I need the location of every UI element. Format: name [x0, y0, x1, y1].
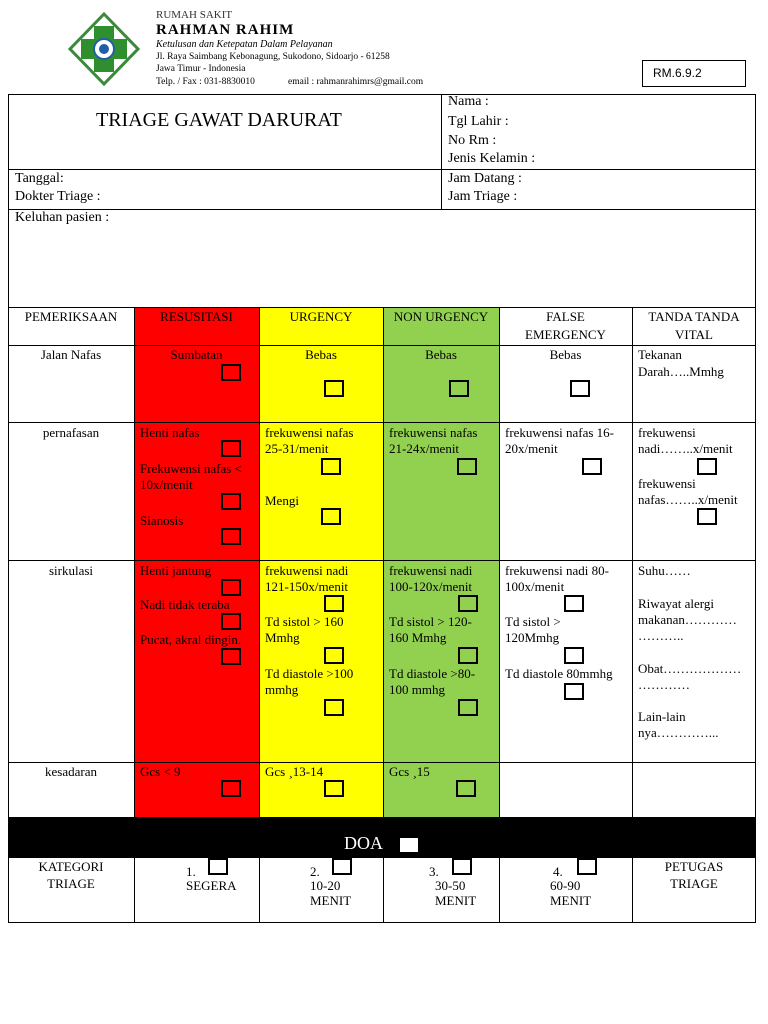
jenis-kelamin-field[interactable]: Jenis Kelamin :	[448, 151, 536, 166]
checkbox[interactable]	[457, 458, 477, 475]
header-false-emergency-2: EMERGENCY	[525, 327, 606, 342]
sirkulasi-urgency-3b: mmhg	[265, 682, 299, 697]
sirkulasi-non-urgency-2a: Td sistol > 120-	[389, 614, 472, 629]
sirkulasi-false-2b: 120Mmhg	[505, 630, 560, 645]
pernafasan-resusitasi-2b: 10x/menit	[140, 477, 193, 492]
sirkulasi-vital-lain-b: nya…………...	[638, 725, 719, 740]
hospital-tagline: Ketulusan dan Ketepatan Dalam Pelayanan	[156, 39, 333, 50]
checkbox[interactable]	[564, 683, 584, 700]
checkbox[interactable]	[221, 780, 241, 797]
kategori-2-number: 2.	[310, 864, 320, 879]
sirkulasi-urgency-2a: Td sistol > 160	[265, 614, 344, 629]
jalan-nafas-resusitasi: Sumbatan	[170, 347, 223, 362]
pernafasan-non-urgency-1b: 21-24x/menit	[389, 441, 460, 456]
sirkulasi-non-urgency-2b: 160 Mmhg	[389, 630, 447, 645]
sirkulasi-non-urgency-3b: 100 mmhg	[389, 682, 445, 697]
pernafasan-urgency-1a: frekuwensi nafas	[265, 425, 354, 440]
checkbox[interactable]	[452, 858, 472, 875]
pernafasan-urgency-1b: 25-31/menit	[265, 441, 329, 456]
pernafasan-vital-1b: nadi……..x/menit	[638, 441, 733, 456]
checkbox[interactable]	[564, 595, 584, 612]
sirkulasi-false-1b: 100x/menit	[505, 579, 565, 594]
checkbox[interactable]	[221, 648, 241, 665]
hospital-small-label: RUMAH SAKIT	[156, 9, 233, 21]
pernafasan-urgency-2: Mengi	[265, 493, 299, 508]
checkbox[interactable]	[324, 780, 344, 797]
kategori-4-number: 4.	[553, 864, 563, 879]
pernafasan-resusitasi-1: Henti nafas	[140, 425, 200, 440]
header-urgency: URGENCY	[289, 309, 353, 324]
sirkulasi-vital-obat-a: Obat………………	[638, 661, 742, 676]
jalan-nafas-non-urgency: Bebas	[425, 347, 457, 362]
sirkulasi-vital-lain-a: Lain-lain	[638, 709, 686, 724]
no-rm-field[interactable]: No Rm :	[448, 133, 497, 148]
checkbox[interactable]	[321, 508, 341, 525]
keluhan-field[interactable]: Keluhan pasien :	[15, 210, 110, 225]
jam-triage-field[interactable]: Jam Triage :	[448, 189, 518, 204]
checkbox[interactable]	[456, 780, 476, 797]
sirkulasi-resusitasi-2: Nadi tidak teraba	[140, 597, 230, 612]
sirkulasi-vital-obat-b: …………	[638, 677, 690, 692]
kategori-label-1: KATEGORI	[38, 859, 104, 874]
checkbox[interactable]	[582, 458, 602, 475]
pernafasan-resusitasi-3: Sianosis	[140, 513, 184, 528]
checkbox[interactable]	[458, 647, 478, 664]
sirkulasi-urgency-3a: Td diastole >100	[265, 666, 354, 681]
pernafasan-false-1a: frekuwensi nafas 16-	[505, 425, 615, 440]
row-label-pernafasan: pernafasan	[42, 425, 100, 440]
hospital-logo	[68, 12, 140, 86]
header-resusitasi: RESUSITASI	[160, 309, 233, 324]
tgl-lahir-field[interactable]: Tgl Lahir :	[448, 114, 509, 129]
checkbox[interactable]	[208, 858, 228, 875]
pernafasan-non-urgency-1a: frekuwensi nafas	[389, 425, 478, 440]
kategori-3-number: 3.	[429, 864, 439, 879]
checkbox[interactable]	[324, 647, 344, 664]
kategori-label-2: TRIAGE	[47, 876, 95, 891]
header-vital-1: TANDA TANDA	[648, 309, 740, 324]
sirkulasi-vital-alergi-c: ………..	[638, 628, 684, 643]
form-title: TRIAGE GAWAT DARURAT	[96, 109, 342, 131]
nama-field[interactable]: Nama :	[448, 94, 489, 109]
sirkulasi-urgency-1a: frekuwensi nadi	[265, 563, 349, 578]
checkbox[interactable]	[321, 458, 341, 475]
sirkulasi-false-3: Td diastole 80mmhg	[505, 666, 613, 681]
form-code-box	[642, 60, 746, 87]
jalan-nafas-urgency: Bebas	[305, 347, 337, 362]
checkbox[interactable]	[324, 380, 344, 397]
checkbox[interactable]	[221, 493, 241, 510]
jalan-nafas-vital-2: Darah…..Mmhg	[638, 364, 724, 379]
checkbox[interactable]	[570, 380, 590, 397]
checkbox[interactable]	[221, 364, 241, 381]
checkbox[interactable]	[221, 613, 241, 630]
pernafasan-false-1b: 20x/menit	[505, 441, 558, 456]
sirkulasi-non-urgency-1a: frekuwensi nadi	[389, 563, 473, 578]
row-label-kesadaran: kesadaran	[45, 764, 97, 779]
kategori-3-text-1: 30-50	[435, 878, 466, 893]
dokter-triage-field[interactable]: Dokter Triage :	[15, 189, 101, 204]
doa-label: DOA	[344, 833, 383, 853]
sirkulasi-urgency-1b: 121-150x/menit	[265, 579, 349, 594]
sirkulasi-false-2a: Td sistol >	[505, 614, 561, 629]
pernafasan-vital-2b: nafas……..x/menit	[638, 492, 738, 507]
jalan-nafas-vital-1: Tekanan	[638, 347, 682, 362]
hospital-address-2: Jawa Timur - Indonesia	[156, 64, 246, 74]
kategori-1-number: 1.	[186, 864, 196, 879]
hospital-email: email : rahmanrahimrs@gmail.com	[288, 77, 424, 87]
kesadaran-non-urgency: Gcs ¸15	[389, 764, 430, 779]
doa-checkbox[interactable]	[400, 838, 418, 852]
sirkulasi-resusitasi-1: Henti jantung	[140, 563, 212, 578]
checkbox[interactable]	[449, 380, 469, 397]
checkbox[interactable]	[458, 699, 478, 716]
petugas-label-2: TRIAGE	[670, 876, 718, 891]
sirkulasi-vital-alergi-b: makanan…………	[638, 612, 737, 627]
sirkulasi-non-urgency-3a: Td diastole >80-	[389, 666, 476, 681]
sirkulasi-urgency-2b: Mmhg	[265, 630, 300, 645]
hospital-phone: Telp. / Fax : 031-8830010	[156, 77, 255, 87]
checkbox[interactable]	[221, 440, 241, 457]
checkbox[interactable]	[332, 858, 352, 875]
jam-datang-field[interactable]: Jam Datang :	[448, 171, 522, 186]
row-label-jalan-nafas: Jalan Nafas	[40, 347, 102, 362]
sirkulasi-vital-suhu: Suhu……	[638, 563, 691, 578]
hospital-address-1: Jl. Raya Saimbang Kebonagung, Sukodono, Sidoarjo - 61258	[156, 52, 390, 62]
form-code: RM.6.9.2	[653, 66, 702, 80]
sirkulasi-vital-alergi-a: Riwayat alergi	[638, 596, 714, 611]
kesadaran-urgency: Gcs ¸13-14	[265, 764, 324, 779]
pernafasan-vital-2a: frekuwensi	[638, 476, 696, 491]
checkbox[interactable]	[458, 595, 478, 612]
header-vital-2: VITAL	[675, 327, 713, 342]
jalan-nafas-false-emergency: Bebas	[549, 347, 582, 362]
header-non-urgency: NON URGENCY	[393, 309, 489, 324]
kesadaran-resusitasi: Gcs < 9	[140, 764, 181, 779]
kategori-4-text-1: 60-90	[550, 878, 581, 893]
petugas-label-1: PETUGAS	[664, 859, 724, 874]
header-false-emergency-1: FALSE	[546, 309, 585, 324]
sirkulasi-resusitasi-3: Pucat, akral dingin.	[140, 632, 242, 647]
hospital-name: RAHMAN RAHIM	[156, 22, 295, 38]
kategori-2-text-2: MENIT	[310, 893, 352, 908]
kategori-1-text: SEGERA	[186, 878, 237, 893]
checkbox[interactable]	[324, 595, 344, 612]
checkbox[interactable]	[697, 508, 717, 525]
row-label-sirkulasi: sirkulasi	[48, 563, 94, 578]
sirkulasi-false-1a: frekuwensi nadi 80-	[505, 563, 609, 578]
tanggal-field[interactable]: Tanggal:	[15, 171, 64, 186]
kategori-2-text-1: 10-20	[310, 878, 341, 893]
pernafasan-resusitasi-2a: Frekuwensi nafas <	[140, 461, 242, 476]
header-pemeriksaan: PEMERIKSAAN	[24, 309, 118, 324]
pernafasan-vital-1a: frekuwensi	[638, 425, 696, 440]
checkbox[interactable]	[221, 528, 241, 545]
checkbox[interactable]	[697, 458, 717, 475]
checkbox[interactable]	[577, 858, 597, 875]
sirkulasi-non-urgency-1b: 100-120x/menit	[389, 579, 473, 594]
kategori-3-text-2: MENIT	[435, 893, 477, 908]
checkbox[interactable]	[324, 699, 344, 716]
kategori-4-text-2: MENIT	[550, 893, 592, 908]
checkbox[interactable]	[564, 647, 584, 664]
checkbox[interactable]	[221, 579, 241, 596]
